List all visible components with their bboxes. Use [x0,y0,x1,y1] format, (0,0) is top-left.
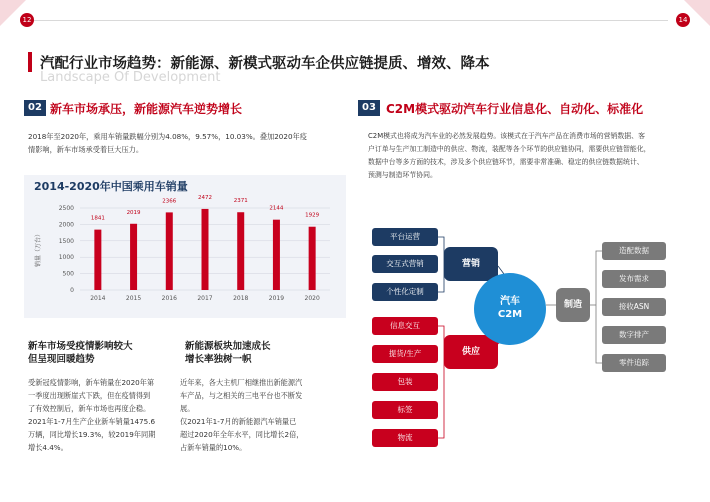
text-line: 预测与制造环节协同。 [368,171,437,179]
page-title: 汽配行业市场趋势：新能源、新模式驱动车企供应链提质、增效、降本 [40,56,490,72]
y-tick-label: 1500 [58,237,74,245]
marketing-item-interactive: 交互式营销 [372,255,438,273]
center-line: C2M [497,309,523,320]
text-line: 数据中台等多方面的技术，涉及多个供应链环节，需要非常准确、稳定的供应链数据统计、 [368,158,644,166]
marketing-item-platform: 平台运营 [372,228,438,246]
text-line: 万辆，同比增长19.3%，较2019年同期 [28,430,156,439]
text-line: 展。 [180,404,195,413]
x-tick-label: 2020 [304,295,320,302]
data-label: 1841 [90,215,105,222]
y-tick-label: 500 [62,270,74,278]
text-line: 2021年1-7月生产企业新车销量1475.6 [28,417,156,426]
text-line: 了有效控制后，新车市场也再度企稳。 [28,404,151,413]
x-tick-label: 2014 [90,295,106,302]
supply-item-info: 信息交互 [372,317,438,335]
y-tick-label: 2500 [58,205,74,212]
manufacturing-item-tracking: 零件追踪 [602,354,666,372]
page-subtitle: Landscape Of Development [40,70,221,85]
heading-line: 增长率独树一帜 [185,354,252,365]
section-title-left: 新车市场承压，新能源汽车逆势增长 [50,102,243,116]
supply-item-packaging: 包装 [372,373,438,391]
heading-line: 但呈现回暖趋势 [28,354,95,365]
page-number-right: 14 [676,13,690,27]
text-line: 增长4.4%。 [28,443,68,452]
text-line: 车产品，与之相关的三电平台也不断发 [180,391,303,400]
manufacturing-hub: 制造 [556,288,590,322]
text-line: C2M模式也将成为汽车业的必然发展趋势。该模式在于汽车产品在消费市场的营销数据、客 [368,132,645,140]
supply-item-logistics: 物流 [372,429,438,447]
x-tick-label: 2019 [268,295,285,302]
data-label: 2472 [198,194,212,201]
manufacturing-item-schedule: 数字排产 [602,326,666,344]
manufacturing-item-demand: 发布需求 [602,270,666,288]
heading-line: 新车市场受疫情影响较大 [28,341,133,352]
center-line: 汽车 [500,296,520,307]
supply-item-label: 标签 [372,401,438,419]
text-line: 仅2021年1-7月的新能源汽车销量已 [180,417,297,426]
x-tick-label: 2015 [125,295,142,302]
y-tick-label: 0 [70,287,74,294]
section-number-03: 03 [358,100,380,116]
text-line: 户订单与生产加工制造中的供应、物流，装配等各个环节的供应链协同，需要供应链智能化， [368,145,651,153]
supply-hub: 供应 [444,335,498,369]
chart-title: 2014-2020年中国乘用车销量 [34,180,188,193]
text-line: 一季度出现断崖式下跌，但在疫情得到 [28,391,151,400]
x-tick-label: 2018 [233,295,249,302]
text-line: 2018年至2020年，乘用车销量跌幅分别为4.08%，9.57%，10.03%。叠加2020年疫 [28,132,307,141]
data-label: 1929 [305,212,320,219]
text-line: 占新车销量的10%。 [180,443,247,452]
data-label: 2366 [162,198,177,205]
text-line: 超过2020年全年水平，同比增长2倍， [180,430,304,439]
section-number-02: 02 [24,100,46,116]
text-line: 情影响，新车市场承受着巨大压力。 [28,145,144,154]
data-label: 2144 [269,205,284,212]
y-tick-label: 1000 [58,254,74,262]
data-label: 2371 [233,198,248,205]
manufacturing-item-asn: 接收ASN [602,298,666,316]
heading-line: 新能源板块加速成长 [185,341,271,352]
y-tick-label: 2000 [58,221,74,229]
manufacturing-item-data: 造配数据 [602,242,666,260]
x-tick-label: 2017 [197,295,213,302]
text-line: 近年来，各大主机厂相继推出新能源汽 [180,378,303,387]
x-tick-label: 2016 [161,295,177,302]
marketing-item-custom: 个性化定制 [372,283,438,301]
marketing-hub: 营销 [444,247,498,281]
section-title-right: C2M模式驱动汽车行业信息化、自动化、标准化 [386,102,644,116]
supply-item-pickup: 提货/生产 [372,345,438,363]
y-axis-label: 销量（万台） [35,230,42,268]
c2m-center [474,273,546,345]
data-label: 2019 [126,209,141,216]
page-number-left: 12 [20,13,34,27]
text-line: 受新冠疫情影响，新车销量在2020年第 [28,378,155,387]
